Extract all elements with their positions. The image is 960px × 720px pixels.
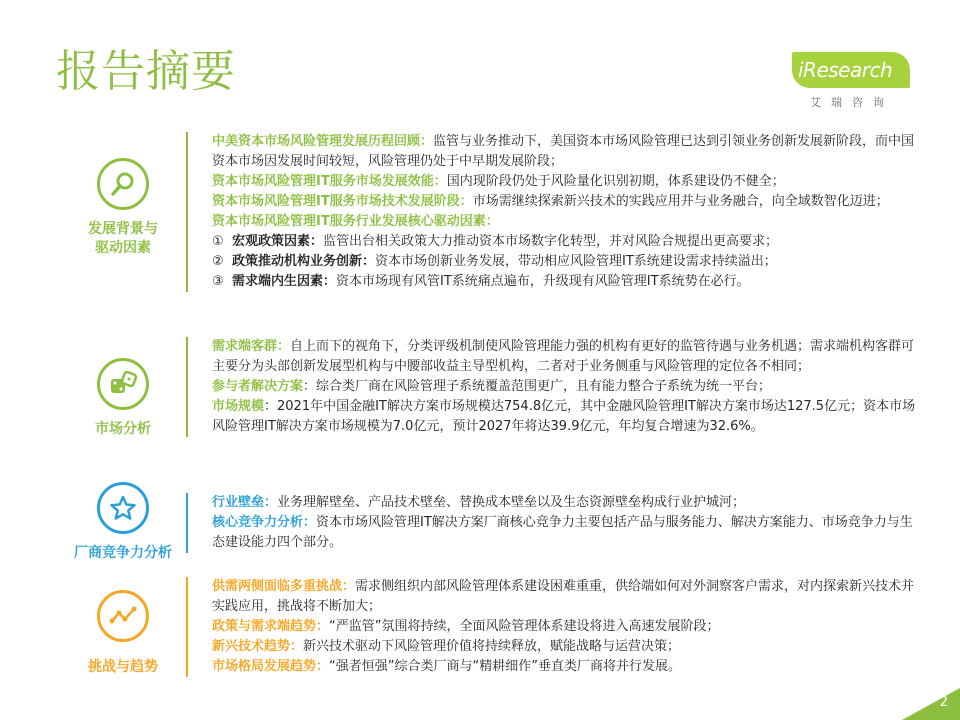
section-background-content	[186, 132, 916, 292]
dice-icon	[97, 358, 149, 410]
bullet-item: 需求端客群：自上而下的视角下，分类评级机制使风险管理能力强的机构有更好的监管待遇与业务机遇；需求端机构客群可主要分为头部创新发展型机构与中腰部收益主导型机构，二者对于业务侧重与风险管理的定位各不相同；	[212, 339, 915, 374]
trend-icon	[97, 590, 149, 642]
driver-item: ① 宏观政策因素：监管出台相关政策大力推动资本市场数字化转型，并对风险合规提出更高要求；	[212, 234, 779, 249]
section-title: 市场分析	[95, 421, 151, 437]
section-trends-sidebar	[60, 590, 186, 677]
section-background-sidebar	[60, 158, 186, 258]
bullet-item: 资本市场风险管理IT服务市场发展效能：国内现阶段仍处于风险量化识别初期，体系建设仍不健全；	[212, 174, 785, 189]
driver-item: ② 政策推动机构业务创新：资本市场创新业务发展，带动相应风险管理IT系统建设需求持续溢出；	[212, 254, 777, 269]
corner-decoration	[902, 688, 960, 720]
bullet-item: 市场规模：2021年中国金融IT解决方案市场规模达754.8亿元，其中金融风险管理IT解决方案市场达127.5亿元；资本市场风险管理IT解决方案市场规模为7.0亿元，预计2027年将达39.9亿元，年均复合增速为32.6%。	[212, 399, 916, 434]
logo-subtitle: 艾瑞咨询	[810, 96, 894, 109]
bullet-item: 资本市场风险管理IT服务市场技术发展阶段：市场需继续探索新兴技术的实践应用并与业务融合，向全域数智化迈进；	[212, 194, 889, 209]
section-market-content	[186, 337, 916, 437]
bullet-item: 资本市场风险管理IT服务行业发展核心驱动因素：	[212, 214, 499, 229]
section-title: 厂商竞争力分析	[74, 545, 172, 561]
section-title: 挑战与趋势	[88, 659, 158, 675]
section-trends-content	[186, 577, 916, 677]
driver-item: ③ 需求端内生因素：资本市场现有风管IT系统痛点遍布，升级现有风险管理IT系统势在必行。	[212, 274, 750, 289]
iresearch-logo	[792, 52, 914, 112]
magnifier-icon	[97, 158, 149, 210]
section-competition-sidebar	[60, 482, 186, 563]
section-competition-content	[186, 493, 916, 553]
bullet-item: 行业壁垒：业务理解壁垒、产品技术壁垒、替换成本壁垒以及生态资源壁垒构成行业护城河；	[212, 495, 746, 510]
logo-text: iResearch	[798, 58, 893, 82]
bullet-item: 参与者解决方案：综合类厂商在风险管理子系统覆盖范围更广，且有能力整合子系统为统一平台；	[212, 379, 772, 394]
star-icon	[97, 482, 149, 534]
section-market-sidebar	[60, 358, 186, 439]
bullet-item: 中美资本市场风险管理发展历程回顾：监管与业务推动下，美国资本市场风险管理已达到引领业务创新发展新阶段，而中国资本市场因发展时间较短，风险管理仍处于中早期发展阶段；	[212, 134, 915, 169]
page-number: 2	[939, 695, 948, 710]
bullet-item: 核心竞争力分析：资本市场风险管理IT解决方案厂商核心竞争力主要包括产品与服务能力、解决方案能力、市场竞争力与生态建设能力四个部分。	[212, 515, 913, 550]
section-title: 发展背景与 驱动因素	[88, 221, 158, 256]
page-title: 报告摘要	[56, 46, 236, 97]
bullet-item: 市场格局发展趋势：“强者恒强”综合类厂商与“精耕细作”垂直类厂商将并行发展。	[212, 659, 681, 674]
bullet-item: 政策与需求端趋势：“严监管”氛围将持续，全面风险管理体系建设将进入高速发展阶段；	[212, 619, 720, 634]
bullet-item: 新兴技术趋势：新兴技术驱动下风险管理价值将持续释放，赋能战略与运营决策；	[212, 639, 681, 654]
bullet-item: 供需两侧面临多重挑战：需求侧组织内部风险管理体系建设困难重重，供给端如何对外洞察客户需求，对内探索新兴技术并实践应用，挑战将不断加大；	[212, 579, 915, 614]
